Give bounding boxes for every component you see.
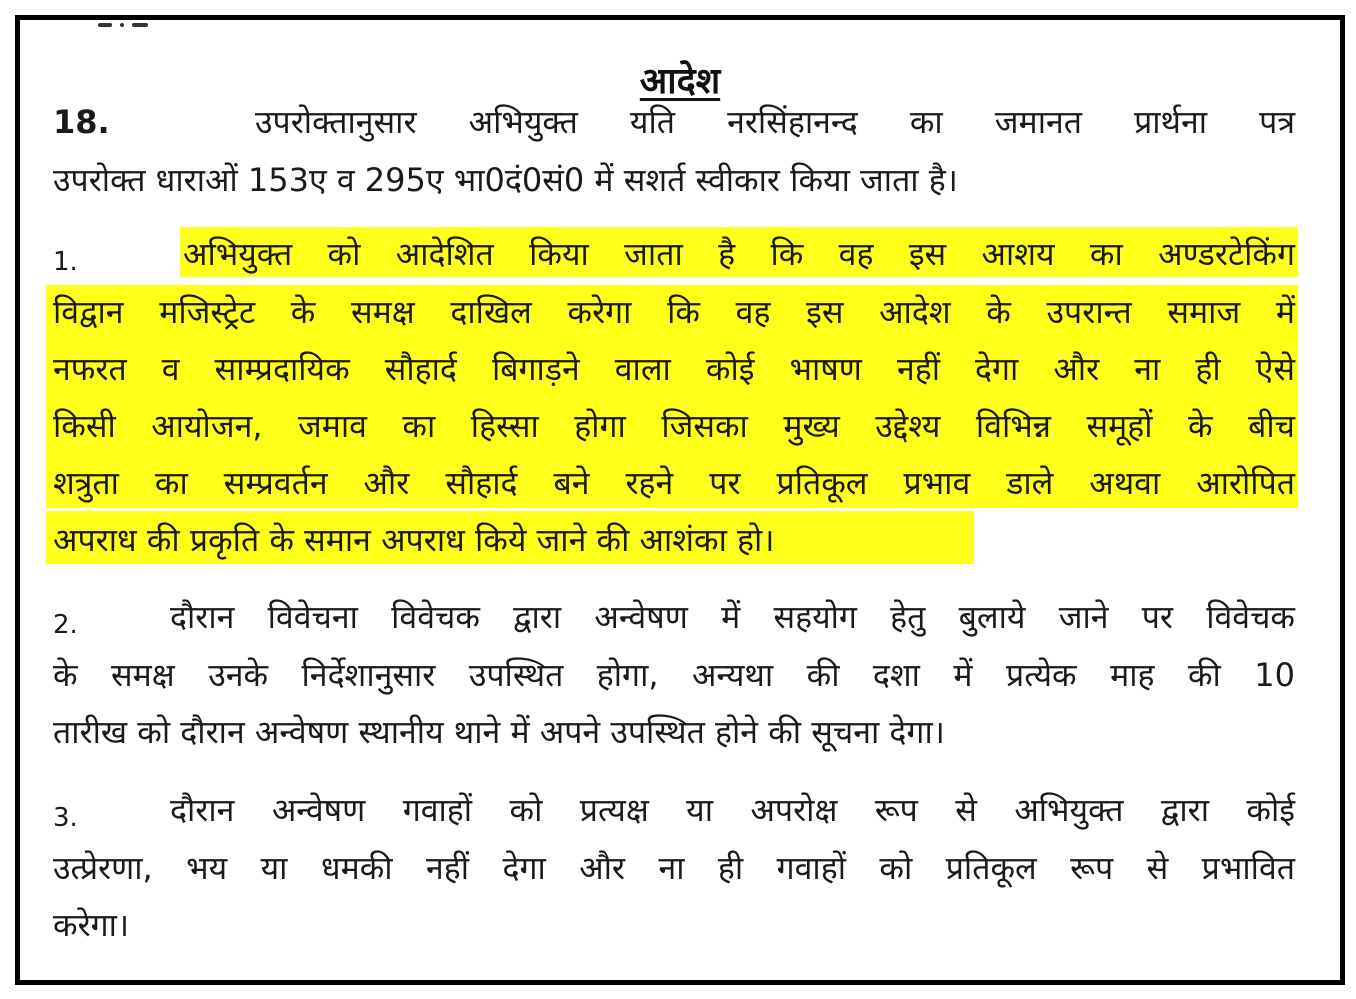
condition-3-line-2: उत्प्रेरणा, भय या धमकी नहीं देगा और ना ही गवाहों को प्रतिकूल रूप से प्रभावित (53, 849, 1295, 887)
condition-1-line-5: शत्रुता का सम्प्रवर्तन और सौहार्द बने रहने पर प्रतिकूल प्रभाव डाले अथवा आरोपित (53, 464, 1295, 502)
condition-3-line-1: दौरान अन्वेषण गवाहों को प्रत्यक्ष या अपरोक्ष रूप से अभियुक्त द्वारा कोई (170, 791, 1295, 829)
condition-1-line-4: किसी आयोजन, जमाव का हिस्सा होगा जिसका मुख्य उद्देश्य विभिन्न समूहों के बीच (53, 407, 1295, 445)
paragraph-number-18: 18. (53, 103, 110, 141)
paragraph-18-line-2: उपरोक्त धाराओं 153ए व 295ए भा0दं0सं0 में सशर्त स्वीकार किया जाता है। (53, 161, 958, 199)
paragraph-number-2: 2. (53, 610, 78, 640)
document-frame (15, 15, 1345, 985)
paragraph-number-1: 1. (53, 247, 78, 277)
condition-1-line-6: अपराध की प्रकृति के समान अपराध किये जाने की आशंका हो। (53, 521, 775, 559)
condition-3-line-3: करेगा। (53, 906, 130, 944)
condition-2-line-3: तारीख को दौरान अन्वेषण स्थानीय थाने में अपने उपस्थित होने की सूचना देगा। (53, 713, 945, 751)
condition-2-line-1: दौरान विवेचना विवेचक द्वारा अन्वेषण में सहयोग हेतु बुलाये जाने पर विवेचक (170, 598, 1295, 636)
order-heading: आदेश (639, 61, 721, 102)
scan-artifact (90, 20, 160, 34)
condition-1-line-2: विद्वान मजिस्ट्रेट के समक्ष दाखिल करेगा कि वह इस आदेश के उपरान्त समाज में (53, 293, 1295, 331)
condition-1-line-1: अभियुक्त को आदेशित किया जाता है कि वह इस आशय का अण्डरटेकिंग (183, 235, 1295, 273)
condition-2-line-2: के समक्ष उनके निर्देशानुसार उपस्थित होगा, अन्यथा की दशा में प्रत्येक माह की 10 (53, 656, 1295, 694)
paragraph-18-line-1: उपरोक्तानुसार अभियुक्त यति नरसिंहानन्द का जमानत प्रार्थना पत्र (255, 103, 1295, 141)
paragraph-number-3: 3. (53, 803, 78, 833)
condition-1-line-3: नफरत व साम्प्रदायिक सौहार्द बिगाड़ने वाला कोई भाषण नहीं देगा और ना ही ऐसे (53, 350, 1295, 388)
